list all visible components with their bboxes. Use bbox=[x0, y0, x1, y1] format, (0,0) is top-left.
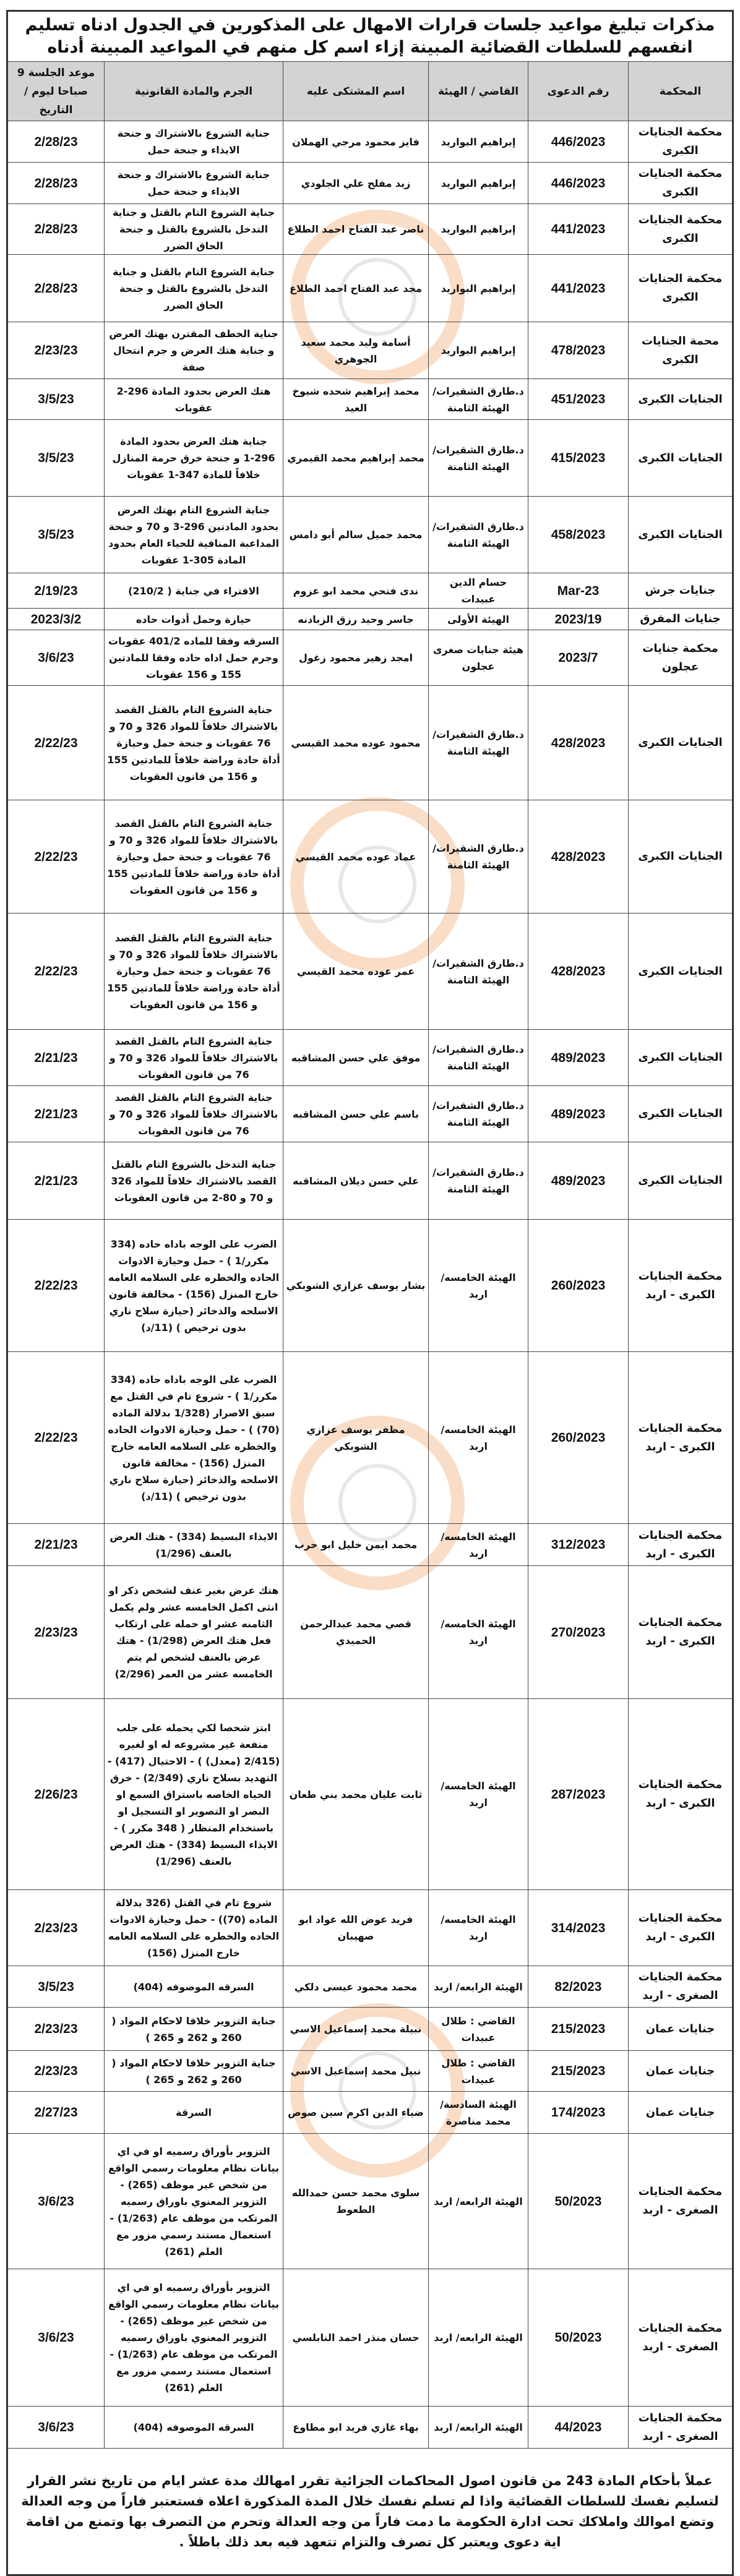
session-date-cell: 2/22/23 bbox=[7, 686, 104, 800]
defendant-name-cell: ندى فتحي محمد ابو عزوم bbox=[283, 573, 429, 609]
court-cell: محكمة الجنايات الكبرى - اربد bbox=[629, 1890, 733, 1966]
judge-cell: د.طارق الشقيرات/الهيئة الثامنة bbox=[429, 914, 528, 1030]
header-case: رقم الدعوى bbox=[528, 62, 629, 121]
table-row bbox=[7, 255, 733, 322]
session-date-cell: 2/22/23 bbox=[7, 1352, 104, 1524]
session-date-cell: 2/21/23 bbox=[7, 1524, 104, 1566]
court-cell: محكمة الجنايات الصغرى - اربد bbox=[629, 1966, 733, 2008]
case-number-cell: Mar-23 bbox=[528, 573, 629, 609]
case-number-cell: 446/2023 bbox=[528, 163, 629, 204]
defendant-name-cell: محمد إبراهيم محمد القيمري bbox=[283, 420, 429, 497]
defendant-name-cell: محمد ايمن خليل ابو حرب bbox=[283, 1524, 429, 1566]
session-date-cell: 3/6/23 bbox=[7, 2269, 104, 2407]
case-number-cell: 489/2023 bbox=[528, 1086, 629, 1142]
court-cell: محكمة الجنايات الكبرى - اربد bbox=[629, 1566, 733, 1699]
session-date-cell: 2/23/23 bbox=[7, 1566, 104, 1699]
crime-cell: شروع تام في القتل (326 بدلالة الماده (70)) - حمل وحيازة الادوات الحاده والخطره على السلامه العامه خارج المنزل (156) bbox=[105, 1890, 283, 1966]
session-date-cell: 3/6/23 bbox=[7, 2407, 104, 2449]
table-row bbox=[7, 686, 733, 800]
judge-cell: الهيئة الرابعه/ اربد bbox=[429, 2269, 528, 2407]
crime-cell: جناية الشروع التام بهتك العرض بحدود المادتين 296-3 و 70 و جنحة المداعبة المنافية للحياء العام بحدود المادة 305-1 عقوبات bbox=[105, 497, 283, 573]
session-date-cell: 2/28/23 bbox=[7, 121, 104, 163]
defendant-name-cell: فايز محمود مرجي الهملان bbox=[283, 121, 429, 163]
judge-cell: د.طارق الشقيرات/الهيئة الثامنة bbox=[429, 1142, 528, 1220]
case-number-cell: 312/2023 bbox=[528, 1524, 629, 1566]
notice-document bbox=[8, 10, 734, 2576]
session-date-cell: 2/22/23 bbox=[7, 800, 104, 914]
session-date-cell: 2/28/23 bbox=[7, 255, 104, 322]
defendant-name-cell: قصي محمد عبدالرحمن الحميدي bbox=[283, 1566, 429, 1699]
table-row bbox=[7, 1352, 733, 1524]
case-number-cell: 446/2023 bbox=[528, 121, 629, 163]
judge-cell: إبراهيم البواريد bbox=[429, 322, 528, 379]
footer-row bbox=[7, 2449, 733, 2575]
table-row bbox=[7, 1566, 733, 1699]
crime-cell: جناية الشروع التام بالقتل القصد بالاشتراك خلافاً للمواد 326 و 70 و 76 عقوبات و جنحة حمل وحيازة أداة حادة وراضة خلافاً للمادتين 155 و 156 من قانون العقوبات bbox=[105, 800, 283, 914]
case-number-cell: 215/2023 bbox=[528, 2051, 629, 2092]
judge-cell: هيئة جنايات صغرى عجلون bbox=[429, 630, 528, 686]
crime-cell: جناية الشروع التام بالقتل القصد بالاشتراك خلافاً للمواد 326 و 70 و 76 عقوبات و جنحة حمل وحيازة أداة حادة وراضة خلافاً للمادتين 155 و 156 من قانون العقوبات bbox=[105, 686, 283, 800]
defendant-name-cell: محمد إبراهيم شحده شيوخ العيد bbox=[283, 379, 429, 420]
crime-cell: جناية الشروع التام بالقتل القصد بالاشتراك خلافاً للمواد 326 و 70 و 76 من قانون العقوبات bbox=[105, 1086, 283, 1142]
crime-cell: جناية الشروع التام بالقتل القصد بالاشتراك خلافاً للمواد 326 و 70 و 76 عقوبات و جنحة حمل وحيازة أداة حادة وراضة خلافاً للمادتين 155 و 156 من قانون العقوبات bbox=[105, 914, 283, 1030]
crime-cell: السرقة bbox=[105, 2092, 283, 2134]
court-cell: محكمة الجنايات الصغرى - اربد bbox=[629, 2269, 733, 2407]
court-cell: جنايات عمان bbox=[629, 2008, 733, 2051]
defendant-name-cell: جاسر وحيد رزق الزبادنه bbox=[283, 609, 429, 630]
crime-cell: حيازة وحمل أدوات حاده bbox=[105, 609, 283, 630]
session-date-cell: 2/21/23 bbox=[7, 1086, 104, 1142]
table-row bbox=[7, 163, 733, 204]
case-number-cell: 489/2023 bbox=[528, 1142, 629, 1220]
crime-cell: السرقه وفقا للماده 401/2 عقوبات وجرم حمل اداه حاده وفقا للمادتين 155 و 156 عقوبات bbox=[105, 630, 283, 686]
session-date-cell: 2/19/23 bbox=[7, 573, 104, 609]
case-number-cell: 82/2023 bbox=[528, 1966, 629, 2008]
judge-cell: د.طارق الشقيرات/الهيئة الثامنة bbox=[429, 1086, 528, 1142]
case-number-cell: 2023/19 bbox=[528, 609, 629, 630]
defendant-name-cell: زيد مفلح علي الجلودي bbox=[283, 163, 429, 204]
judge-cell: الهيئة الخامسه/ اربد bbox=[429, 1566, 528, 1699]
table-row bbox=[7, 800, 733, 914]
crime-cell: جناية الخطف المقترن بهتك العرض و جناية هتك العرض و جرم انتحال صفة bbox=[105, 322, 283, 379]
crime-cell: جناية الشروع بالاشتراك و جنحة الايذاء و جنحة حمل bbox=[105, 163, 283, 204]
court-cell: جنايات جرش bbox=[629, 573, 733, 609]
case-number-cell: 441/2023 bbox=[528, 204, 629, 255]
header-crime: الجرم والمادة القانونية bbox=[105, 62, 283, 121]
crime-cell: التزوير بأوراق رسميه او في اي بيانات نظام معلومات رسمي الواقع من شخص غير موظف (265) - التزوير المعنوي باوراق رسميه المرتكب من موظف عام (1/263) - استعمال مستند رسمي مزور مع العلم (261) bbox=[105, 2134, 283, 2269]
table-row bbox=[7, 630, 733, 686]
summons-table bbox=[6, 10, 734, 2576]
judge-cell: الهيئة الخامسه/ اربد bbox=[429, 1352, 528, 1524]
defendant-name-cell: ناصر عبد الفتاح احمد الطلاع bbox=[283, 204, 429, 255]
session-date-cell: 3/5/23 bbox=[7, 1966, 104, 2008]
judge-cell: د.طارق الشقيرات/الهيئة الثامنة bbox=[429, 800, 528, 914]
header-name: اسم المشتكى عليه bbox=[283, 62, 429, 121]
court-cell: محكمة الجنايات الكبرى - اربد bbox=[629, 1220, 733, 1352]
case-number-cell: 287/2023 bbox=[528, 1699, 629, 1890]
defendant-name-cell: بشار يوسف عزازي الشوبكي bbox=[283, 1220, 429, 1352]
crime-cell: هتك عرض بغير عنف لشخص ذكر او انثى اكمل الخامسه عشر ولم يكمل الثامنه عشر او حمله على ارتكاب فعل هتك العرض (1/298) - هتك عرض بالعنف لشخص لم يتم الخامسه عشر من العمر (2/296) bbox=[105, 1566, 283, 1699]
header-court: المحكمة bbox=[629, 62, 733, 121]
session-date-cell: 3/6/23 bbox=[7, 630, 104, 686]
judge-cell: د.طارق الشقيرات/الهيئة الثامنة bbox=[429, 420, 528, 497]
judge-cell: حسام الدين عبيدات bbox=[429, 573, 528, 609]
session-date-cell: 2/22/23 bbox=[7, 914, 104, 1030]
session-date-cell: 2/26/23 bbox=[7, 1699, 104, 1890]
crime-cell: السرقه الموصوفه (404) bbox=[105, 2407, 283, 2449]
table-row bbox=[7, 1030, 733, 1086]
crime-cell: جناية هتك العرض بحدود المادة 296-1 و جنحة خرق حرمة المنازل خلافاً للمادة 347-1 عقوبات bbox=[105, 420, 283, 497]
case-number-cell: 215/2023 bbox=[528, 2008, 629, 2051]
court-cell: الجنايات الكبرى bbox=[629, 420, 733, 497]
table-row bbox=[7, 2092, 733, 2134]
court-cell: جنايات عمان bbox=[629, 2092, 733, 2134]
session-date-cell: 2/27/23 bbox=[7, 2092, 104, 2134]
judge-cell: د.طارق الشقيرات/الهيئة الثامنة bbox=[429, 1030, 528, 1086]
case-number-cell: 428/2023 bbox=[528, 914, 629, 1030]
crime-cell: جناية الشروع التام بالقتل و جناية التدخل بالشروع بالقتل و جنحة الحاق الضرر bbox=[105, 204, 283, 255]
table-row bbox=[7, 497, 733, 573]
case-number-cell: 428/2023 bbox=[528, 686, 629, 800]
crime-cell: الافتراء في جناية ( 210/2) bbox=[105, 573, 283, 609]
judge-cell: إبراهيم البواريد bbox=[429, 121, 528, 163]
case-number-cell: 314/2023 bbox=[528, 1890, 629, 1966]
defendant-name-cell: عماد عوده محمد القيسي bbox=[283, 800, 429, 914]
crime-cell: جناية التزوير خلافا لاحكام المواد ( 260 و 262 و 265 ) bbox=[105, 2008, 283, 2051]
court-cell: محكمة الجنايات الصغرى - اربد bbox=[629, 2407, 733, 2449]
court-cell: الجنايات الكبرى bbox=[629, 1030, 733, 1086]
table-row bbox=[7, 2008, 733, 2051]
case-number-cell: 260/2023 bbox=[528, 1220, 629, 1352]
header-row bbox=[7, 62, 733, 121]
table-row bbox=[7, 2407, 733, 2449]
session-date-cell: 3/5/23 bbox=[7, 497, 104, 573]
crime-cell: ابتز شخصا لكي يحمله على جلب منفعة غير مشروعه له او لغيره (2/415 (معدل) ) - الاحتيال (417) - التهديد بسلاح ناري (2/349) - خرق الحياه الخاصه باستراق السمع او البصر او التصوير او التسجيل او باستخدام المنظار ( 348 مكرر ) - الايذاء البسيط (334) - هتك العرض بالعنف (1/296) bbox=[105, 1699, 283, 1890]
court-cell: الجنايات الكبرى bbox=[629, 379, 733, 420]
judge-cell: الهيئة السادسة/محمد مناصرة bbox=[429, 2092, 528, 2134]
defendant-name-cell: نبيلة محمد إسماعيل الاسي bbox=[283, 2008, 429, 2051]
judge-cell: الهيئة الرابعه/ اربد bbox=[429, 2407, 528, 2449]
defendant-name-cell: امجد زهير محمود زغول bbox=[283, 630, 429, 686]
judge-cell: القاضي : طلال عبيدات bbox=[429, 2008, 528, 2051]
table-row bbox=[7, 2269, 733, 2407]
table-row bbox=[7, 914, 733, 1030]
case-number-cell: 415/2023 bbox=[528, 420, 629, 497]
table-row bbox=[7, 1086, 733, 1142]
court-cell: الجنايات الكبرى bbox=[629, 686, 733, 800]
court-cell: الجنايات الكبرى bbox=[629, 1086, 733, 1142]
case-number-cell: 489/2023 bbox=[528, 1030, 629, 1086]
table-row bbox=[7, 1142, 733, 1220]
judge-cell: إبراهيم البواريد bbox=[429, 255, 528, 322]
table-row bbox=[7, 322, 733, 379]
case-number-cell: 458/2023 bbox=[528, 497, 629, 573]
court-cell: محكمة الجنايات الكبرى bbox=[629, 121, 733, 163]
defendant-name-cell: فريد عوض الله عواد ابو صهيبان bbox=[283, 1890, 429, 1966]
judge-cell: الهيئة الرابعه/ اربد bbox=[429, 2134, 528, 2269]
defendant-name-cell: ثابت عليان محمد بني طعان bbox=[283, 1699, 429, 1890]
judge-cell: الهيئة الأولى bbox=[429, 609, 528, 630]
legal-notice-text: عملاً بأحكام المادة 243 من قانون اصول المحاكمات الجزائية تقرر امهالك مدة عشر ايام من تاريخ نشر القرار لتسليم نفسك للسلطات القضائية واذا لم تسلم نفسك خلال المدة المذكورة اعلاه فستعتبر فاراً من وجه العدالة وتضع اموالك واملاكك تحت ادارة الحكومة ما دمت فاراً من وجه العدالة وتحرم من التصرف بها وتمنع من اقامة اية دعوى ويعتبر كل تصرف والتزام تتعهد فيه بعد ذلك باطلاً . bbox=[7, 2449, 733, 2575]
crime-cell: هتك العرض بحدود المادة 296-2 عقوبات bbox=[105, 379, 283, 420]
case-number-cell: 478/2023 bbox=[528, 322, 629, 379]
court-cell: جنايات المفرق bbox=[629, 609, 733, 630]
court-cell: محكمة الجنايات الصغرى - اربد bbox=[629, 2134, 733, 2269]
court-cell: محمة الجنايات الكبرى bbox=[629, 322, 733, 379]
session-date-cell: 2/28/23 bbox=[7, 163, 104, 204]
defendant-name-cell: مظفر يوسف عزازي الشوبكي bbox=[283, 1352, 429, 1524]
judge-cell: إبراهيم البواريد bbox=[429, 163, 528, 204]
judge-cell: القاضي : طلال عبيدات bbox=[429, 2051, 528, 2092]
court-cell: محكمة جنايات عجلون bbox=[629, 630, 733, 686]
case-number-cell: 2023/7 bbox=[528, 630, 629, 686]
case-number-cell: 44/2023 bbox=[528, 2407, 629, 2449]
table-row bbox=[7, 2134, 733, 2269]
session-date-cell: 2/21/23 bbox=[7, 1030, 104, 1086]
court-cell: محكمة الجنايات الكبرى - اربد bbox=[629, 1699, 733, 1890]
judge-cell: د.طارق الشقيرات/الهيئة الثامنة bbox=[429, 686, 528, 800]
crime-cell: السرقه الموصوفه (404) bbox=[105, 1966, 283, 2008]
defendant-name-cell: بهاء غازي فريد ابو مطاوع bbox=[283, 2407, 429, 2449]
court-cell: محكمة الجنايات الكبرى - اربد bbox=[629, 1524, 733, 1566]
judge-cell: د.طارق الشقيرات/الهيئة الثامنة bbox=[429, 497, 528, 573]
defendant-name-cell: سلوى محمد حسن حمدالله الطعوط bbox=[283, 2134, 429, 2269]
defendant-name-cell: مجد عبد الفتاح احمد الطلاع bbox=[283, 255, 429, 322]
court-cell: الجنايات الكبرى bbox=[629, 1142, 733, 1220]
case-number-cell: 260/2023 bbox=[528, 1352, 629, 1524]
table-row bbox=[7, 573, 733, 609]
defendant-name-cell: باسم علي حسن المشاقبه bbox=[283, 1086, 429, 1142]
case-number-cell: 270/2023 bbox=[528, 1566, 629, 1699]
defendant-name-cell: محمد جميل سالم أبو دامس bbox=[283, 497, 429, 573]
court-cell: محكمة الجنايات الكبرى bbox=[629, 255, 733, 322]
table-row bbox=[7, 420, 733, 497]
court-cell: الجنايات الكبرى bbox=[629, 800, 733, 914]
table-row bbox=[7, 204, 733, 255]
crime-cell: الايذاء البسيط (334) - هتك العرض بالعنف (1/296) bbox=[105, 1524, 283, 1566]
defendant-name-cell: أسامة وليد محمد سعيد الجوهري bbox=[283, 322, 429, 379]
session-date-cell: 2/23/23 bbox=[7, 2008, 104, 2051]
session-date-cell: 2/23/23 bbox=[7, 1890, 104, 1966]
court-cell: محكمة الجنايات الكبرى bbox=[629, 163, 733, 204]
judge-cell: الهيئة الرابعه/ اربد bbox=[429, 1966, 528, 2008]
case-number-cell: 50/2023 bbox=[528, 2134, 629, 2269]
defendant-name-cell: علي حسن ديلان المشاقبه bbox=[283, 1142, 429, 1220]
crime-cell: الضرب على الوجه باداه حاده (334 مكرر/1 ) - حمل وحيازة الادوات الحاده والخطره على السلامه العامه خارج المنزل (156) - مخالفة قانون الاسلحه والذخائر (حيازة سلاح ناري بدون ترخيص ) (11/د) bbox=[105, 1220, 283, 1352]
case-number-cell: 451/2023 bbox=[528, 379, 629, 420]
session-date-cell: 2/21/23 bbox=[7, 1142, 104, 1220]
crime-cell: الضرب على الوجه باداه حاده (334 مكرر/1 ) - شروع تام في القتل مع سبق الاصرار (1/328 بدلالة الماده (70) ) - حمل وحيازة الادوات الحاده والخطره على السلامه العامه خارج المنزل (156) - مخالفة قانون الاسلحه والذخائر (حيازة سلاح ناري بدون ترخيص ) (11/د) bbox=[105, 1352, 283, 1524]
table-row bbox=[7, 1524, 733, 1566]
court-cell: جنايات عمان bbox=[629, 2051, 733, 2092]
table-row bbox=[7, 379, 733, 420]
case-number-cell: 441/2023 bbox=[528, 255, 629, 322]
defendant-name-cell: عمر عوده محمد القيسي bbox=[283, 914, 429, 1030]
table-row bbox=[7, 609, 733, 630]
judge-cell: د.طارق الشقيرات/الهيئة الثامنة bbox=[429, 379, 528, 420]
session-date-cell: 3/6/23 bbox=[7, 2134, 104, 2269]
case-number-cell: 50/2023 bbox=[528, 2269, 629, 2407]
header-judge: القاضي / الهيئة bbox=[429, 62, 528, 121]
title-row bbox=[7, 11, 733, 62]
case-number-cell: 174/2023 bbox=[528, 2092, 629, 2134]
session-date-cell: 3/5/23 bbox=[7, 379, 104, 420]
page-title: مذكرات تبليغ مواعيد جلسات قرارات الامهال على المذكورين في الجدول ادناه تسليم انفسهم للسلطات القضائية المبينة إزاء اسم كل منهم في المواعيد المبينة أدناه bbox=[7, 11, 733, 62]
court-cell: الجنايات الكبرى bbox=[629, 914, 733, 1030]
defendant-name-cell: موفق علي حسن المشاقبه bbox=[283, 1030, 429, 1086]
table-row bbox=[7, 1699, 733, 1890]
session-date-cell: 2023/3/2 bbox=[7, 609, 104, 630]
defendant-name-cell: حسان منذر احمد النابلسي bbox=[283, 2269, 429, 2407]
judge-cell: الهيئة الخامسه/ اربد bbox=[429, 1890, 528, 1966]
crime-cell: جناية التزوير خلافا لاحكام المواد ( 260 و 262 و 265 ) bbox=[105, 2051, 283, 2092]
table-row bbox=[7, 1966, 733, 2008]
case-number-cell: 428/2023 bbox=[528, 800, 629, 914]
session-date-cell: 2/28/23 bbox=[7, 204, 104, 255]
table-row bbox=[7, 2051, 733, 2092]
header-date: موعد الجلسة 9 صباحا ليوم / التاريخ bbox=[7, 62, 104, 121]
court-cell: الجنايات الكبرى bbox=[629, 497, 733, 573]
judge-cell: الهيئة الخامسه/ اربد bbox=[429, 1220, 528, 1352]
crime-cell: جناية الشروع التام بالقتل القصد بالاشتراك خلافاً للمواد 326 و 70 و 76 من قانون العقوبات bbox=[105, 1030, 283, 1086]
session-date-cell: 2/22/23 bbox=[7, 1220, 104, 1352]
table-row bbox=[7, 1220, 733, 1352]
judge-cell: إبراهيم البواريد bbox=[429, 204, 528, 255]
defendant-name-cell: محمد محمود عيسى دلكي bbox=[283, 1966, 429, 2008]
court-cell: محكمة الجنايات الكبرى bbox=[629, 204, 733, 255]
table-row bbox=[7, 121, 733, 163]
session-date-cell: 2/23/23 bbox=[7, 322, 104, 379]
defendant-name-cell: محمود عوده محمد القيسي bbox=[283, 686, 429, 800]
court-cell: محكمة الجنايات الكبرى - اربد bbox=[629, 1352, 733, 1524]
defendant-name-cell: نبيل محمد إسماعيل الاسي bbox=[283, 2051, 429, 2092]
judge-cell: الهيئة الخامسه/ اربد bbox=[429, 1524, 528, 1566]
crime-cell: جناية الشروع التام بالقتل و جناية التدخل بالشروع بالقتل و جنحة الحاق الضرر bbox=[105, 255, 283, 322]
crime-cell: التزوير بأوراق رسميه او في اي بيانات نظام معلومات رسمي الواقع من شخص غير موظف (265) - التزوير المعنوي باوراق رسميه المرتكب من موظف عام (1/263) - استعمال مستند رسمي مزور مع العلم (261) bbox=[105, 2269, 283, 2407]
judge-cell: الهيئة الخامسه/ اربد bbox=[429, 1699, 528, 1890]
session-date-cell: 2/23/23 bbox=[7, 2051, 104, 2092]
table-row bbox=[7, 1890, 733, 1966]
crime-cell: جناية الشروع بالاشتراك و جنحة الايذاء و جنحة حمل bbox=[105, 121, 283, 163]
crime-cell: جناية التدخل بالشروع التام بالقتل القصد بالاشتراك خلافاً للمواد 326 و 70 و 80-2 من قانون العقوبات bbox=[105, 1142, 283, 1220]
defendant-name-cell: ضياء الدين اكرم سين صوص bbox=[283, 2092, 429, 2134]
session-date-cell: 3/5/23 bbox=[7, 420, 104, 497]
